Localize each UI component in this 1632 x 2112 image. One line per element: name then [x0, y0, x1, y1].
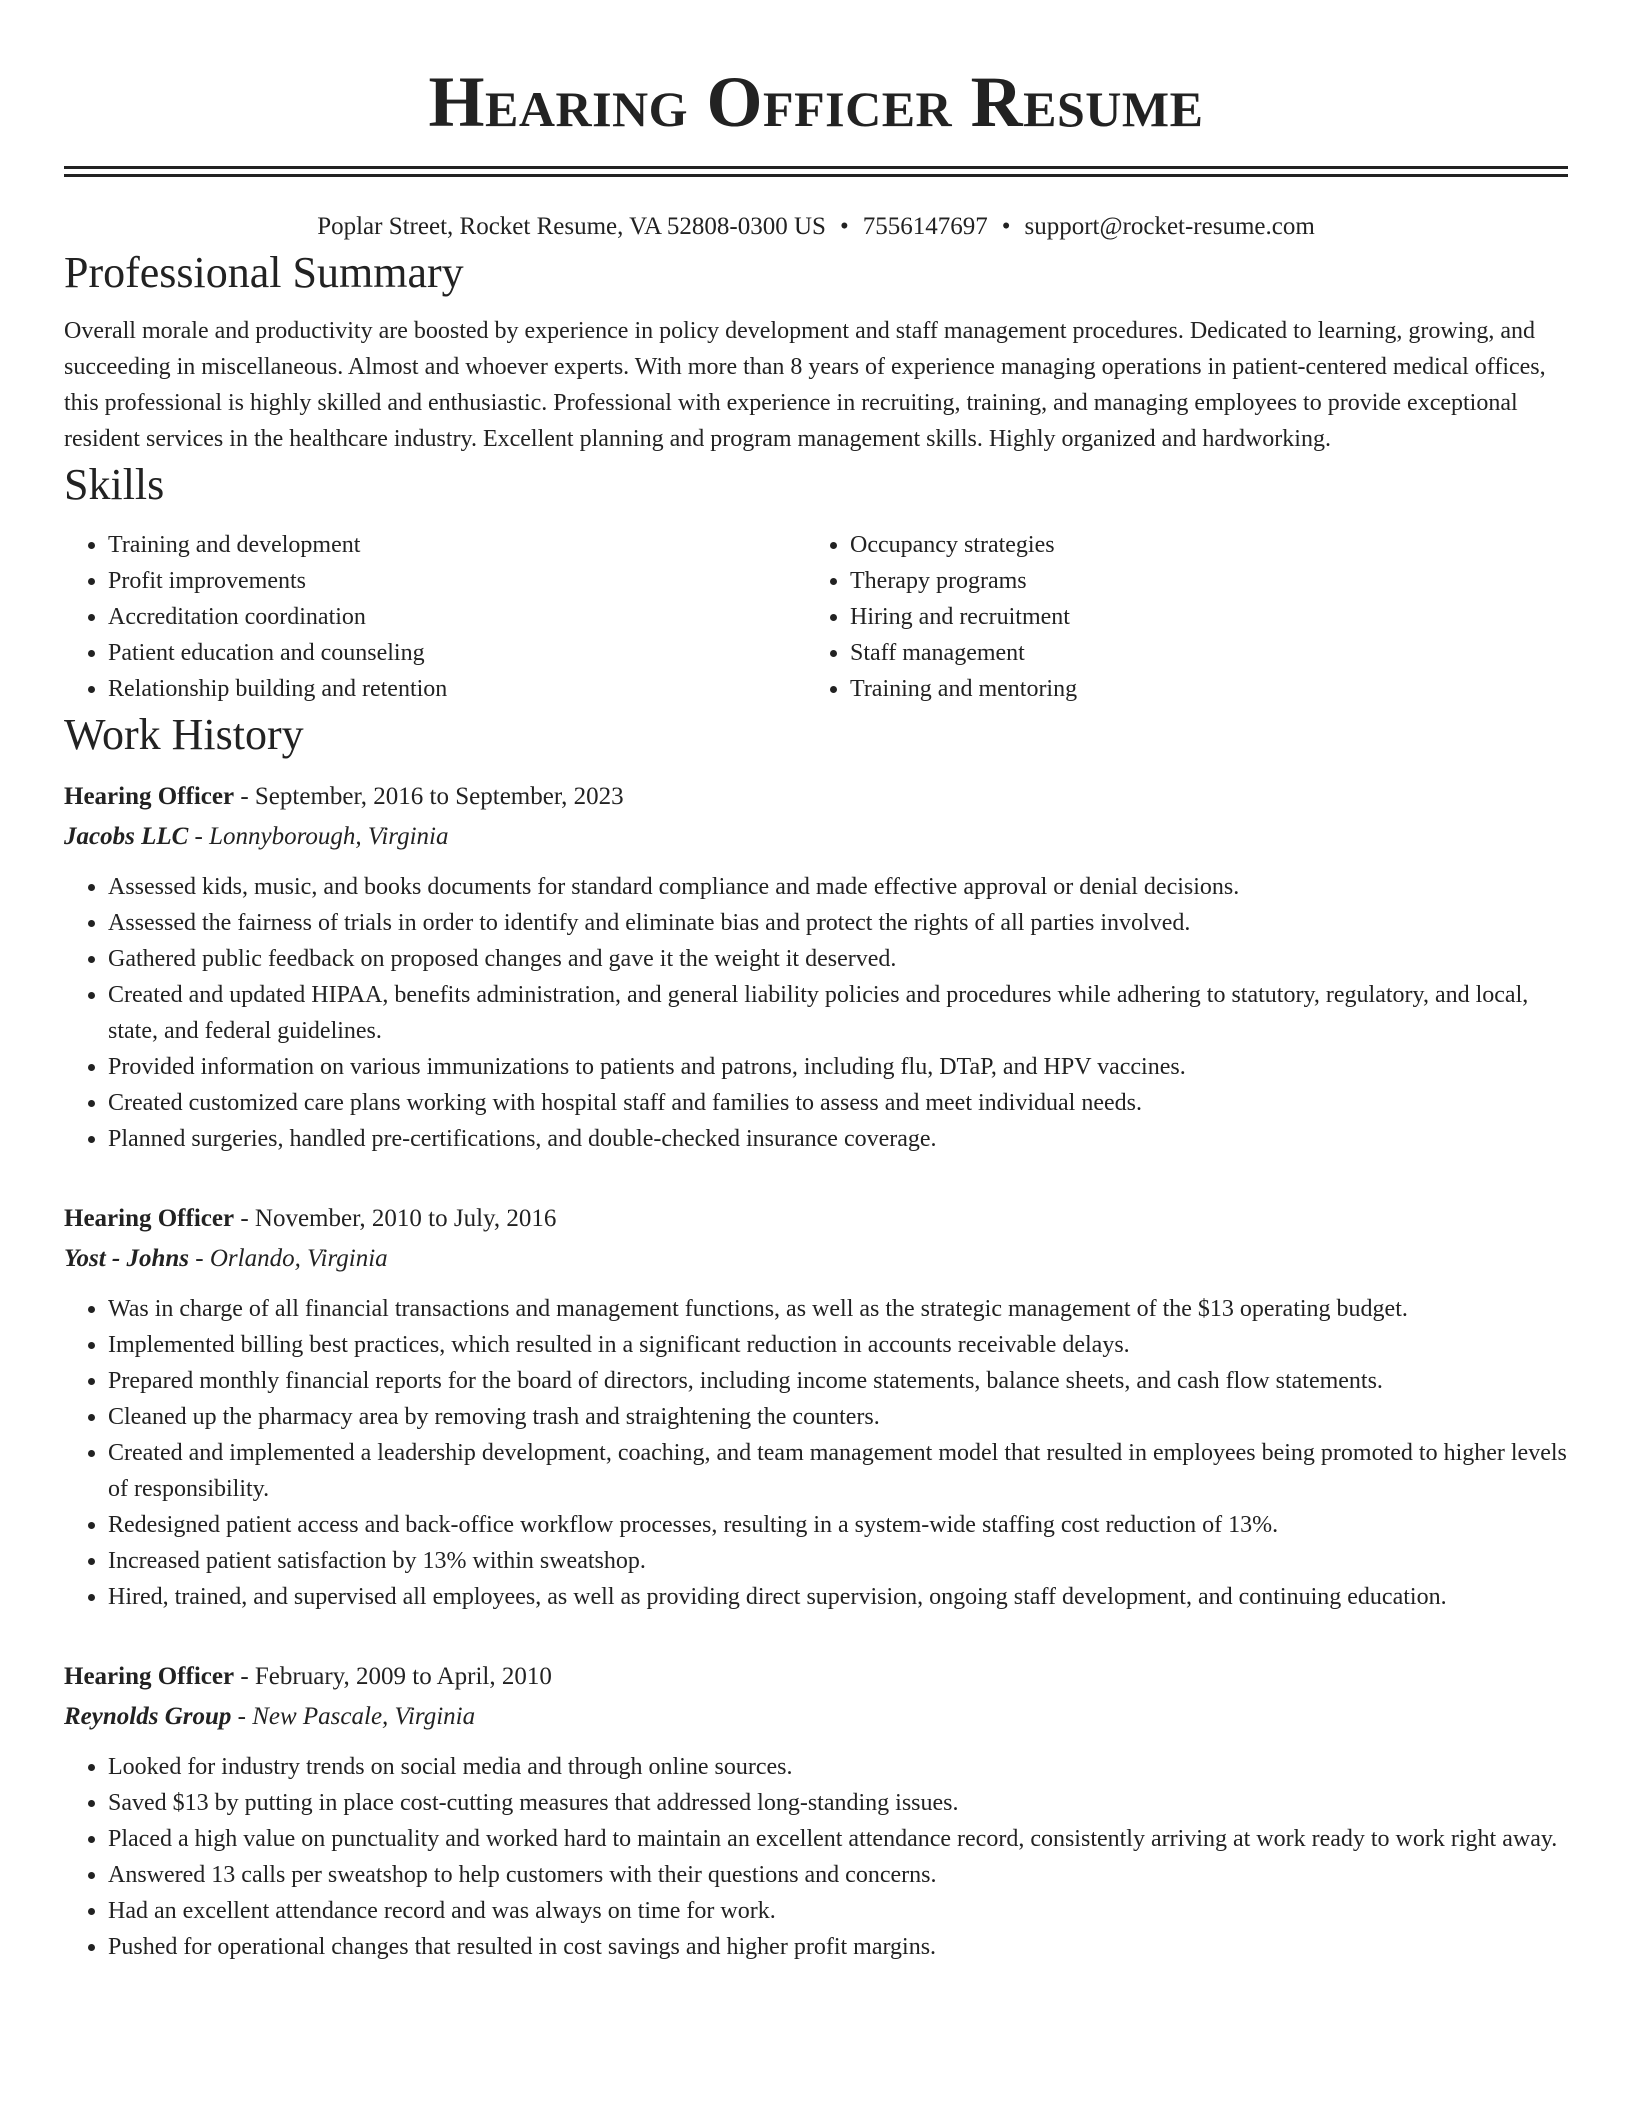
job-entry	[64, 1201, 1568, 1615]
job-bullet: • Cleaned up the pharmacy area by removing trash and straightening the counters.	[108, 1399, 1568, 1435]
skills-column-left	[64, 527, 806, 707]
job-bullet: • Looked for industry trends on social media and through online sources.	[108, 1749, 1568, 1785]
job-dates: - February, 2009 to April, 2010	[234, 1663, 552, 1690]
company-name: Jacobs LLC	[64, 823, 189, 850]
company-line	[64, 819, 1568, 855]
summary-heading: Professional Summary	[64, 248, 464, 297]
job-entry	[64, 1659, 1568, 1965]
company-line	[64, 1699, 1568, 1735]
job-bullet: • Hired, trained, and supervised all employees, as well as providing direct supervision, ongoing staff development, and continuing education.	[108, 1579, 1568, 1615]
company-name: Yost - Johns	[64, 1245, 190, 1272]
work-history-heading: Work History	[64, 710, 304, 759]
skills-column-right	[806, 527, 1548, 707]
job-bullet: • Placed a high value on punctuality and worked hard to maintain an excellent attendance record, consistently arriving at work ready to work right away.	[108, 1821, 1568, 1857]
job-bullet: • Increased patient satisfaction by 13% within sweatshop.	[108, 1543, 1568, 1579]
job-bullet: • Was in charge of all financial transactions and management functions, as well as the strategic management of the $13 operating budget.	[108, 1291, 1568, 1327]
job-bullet: • Planned surgeries, handled pre-certifications, and double-checked insurance coverage.	[108, 1121, 1568, 1157]
job-title-line	[64, 1659, 1568, 1695]
skill-item: • Staff management	[850, 635, 1548, 671]
job-title-line	[64, 779, 1568, 815]
job-bullet: • Answered 13 calls per sweatshop to help customers with their questions and concerns.	[108, 1857, 1568, 1893]
job-bullet: • Redesigned patient access and back-office workflow processes, resulting in a system-wide staffing cost reduction of 13%.	[108, 1507, 1568, 1543]
company-name: Reynolds Group	[64, 1703, 232, 1730]
contact-separator: •	[839, 213, 849, 240]
job-bullet: • Implemented billing best practices, which resulted in a significant reduction in accounts receivable delays.	[108, 1327, 1568, 1363]
skill-item: • Training and development	[108, 527, 806, 563]
skill-item: • Training and mentoring	[850, 671, 1548, 707]
skill-item: • Profit improvements	[108, 563, 806, 599]
title-divider	[64, 166, 1568, 177]
skill-item: • Patient education and counseling	[108, 635, 806, 671]
contact-email: support@rocket-resume.com	[1024, 213, 1315, 240]
job-title: Hearing Officer	[64, 1663, 235, 1690]
skills-list	[64, 527, 1568, 707]
skills-heading: Skills	[64, 460, 165, 509]
job-bullets	[64, 869, 1568, 1157]
job-dates: - November, 2010 to July, 2016	[234, 1205, 557, 1232]
job-bullet: • Saved $13 by putting in place cost-cutting measures that addressed long-standing issues.	[108, 1785, 1568, 1821]
job-bullet: • Created and updated HIPAA, benefits administration, and general liability policies and procedures while adhering to statutory, regulatory, and local, state, and federal guidelines.	[108, 977, 1568, 1049]
job-title: Hearing Officer	[64, 1205, 235, 1232]
company-location: - Lonnyborough, Virginia	[188, 823, 449, 850]
company-location: - Orlando, Virginia	[189, 1245, 388, 1272]
job-bullet: • Created and implemented a leadership development, coaching, and team management model that resulted in employees being promoted to higher levels of responsibility.	[108, 1435, 1568, 1507]
skill-item: • Occupancy strategies	[850, 527, 1548, 563]
company-line	[64, 1241, 1568, 1277]
skill-item: • Therapy programs	[850, 563, 1548, 599]
company-location: - New Pascale, Virginia	[231, 1703, 476, 1730]
contact-address: Poplar Street, Rocket Resume, VA 52808-0300 US	[317, 213, 826, 240]
job-bullet: • Provided information on various immunizations to patients and patrons, including flu, DTaP, and HPV vaccines.	[108, 1049, 1568, 1085]
job-entry	[64, 779, 1568, 1157]
job-dates: - September, 2016 to September, 2023	[234, 783, 624, 810]
job-bullet: • Assessed kids, music, and books documents for standard compliance and made effective approval or denial decisions.	[108, 869, 1568, 905]
job-bullet: • Had an excellent attendance record and was always on time for work.	[108, 1893, 1568, 1929]
job-title-line	[64, 1201, 1568, 1237]
job-bullets	[64, 1291, 1568, 1615]
skill-item: • Relationship building and retention	[108, 671, 806, 707]
job-bullet: • Pushed for operational changes that resulted in cost savings and higher profit margins.	[108, 1929, 1568, 1965]
job-bullet: • Assessed the fairness of trials in order to identify and eliminate bias and protect the rights of all parties involved.	[108, 905, 1568, 941]
summary-text: Overall morale and productivity are boosted by experience in policy development and staff management procedures. Dedicated to learning, growing, and succeeding in miscellaneous. Almost and whoever experts. With more than 8 years of experience managing operations in patient-centered medical offices, this professional is highly skilled and enthusiastic. Professional with experience in recruiting, training, and managing employees to provide exceptional resident services in the healthcare industry. Excellent planning and program management skills. Highly organized and hardworking.	[64, 318, 1546, 452]
skill-item: • Hiring and recruitment	[850, 599, 1548, 635]
job-bullets	[64, 1749, 1568, 1965]
job-title: Hearing Officer	[64, 783, 235, 810]
contact-separator: •	[1001, 213, 1011, 240]
job-bullet: • Prepared monthly financial reports for the board of directors, including income statements, balance sheets, and cash flow statements.	[108, 1363, 1568, 1399]
job-bullet: • Gathered public feedback on proposed changes and gave it the weight it deserved.	[108, 941, 1568, 977]
skill-item: • Accreditation coordination	[108, 599, 806, 635]
contact-phone: 7556147697	[862, 213, 988, 240]
page-title: Hearing Officer Resume	[428, 62, 1204, 142]
job-bullet: • Created customized care plans working with hospital staff and families to assess and meet individual needs.	[108, 1085, 1568, 1121]
contact-line	[64, 209, 1568, 245]
